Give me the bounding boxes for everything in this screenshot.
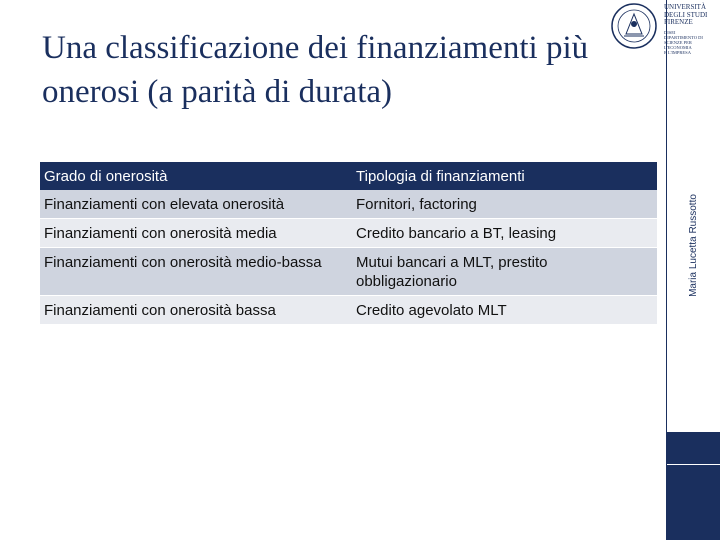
table-row [40, 248, 657, 296]
table-row [40, 190, 657, 219]
logo-department: DISEI DIPARTIMENTO DI SCIENZE PER L'ECONOMIA E L'IMPRESA [664, 30, 703, 55]
cell-financing: Mutui bancari a MLT, prestito obbligazionario [356, 254, 548, 290]
cell-onerosity: Finanziamenti con onerosità bassa [44, 302, 276, 319]
header-onerosity-level: Grado di onerosità [44, 168, 168, 185]
table-header-row [40, 162, 657, 190]
sidebar-band-bottom [666, 465, 720, 540]
financing-table [40, 162, 657, 325]
right-sidebar [666, 0, 720, 540]
cell-financing: Credito bancario a BT, leasing [356, 225, 557, 242]
cell-onerosity: Finanziamenti con onerosità media [44, 225, 277, 242]
title-line-1: Una classificazione dei finanziamenti più [42, 30, 589, 66]
table-row [40, 219, 657, 248]
header-financing-type: Tipologia di finanziamenti [356, 168, 525, 185]
author-label: Maria Lucetta Russotto [687, 193, 699, 297]
cell-financing: Fornitori, factoring [356, 196, 477, 213]
cell-financing: Credito agevolato MLT [356, 302, 507, 319]
table-row [40, 296, 657, 325]
logo-university-name: UNIVERSITÀ DEGLI STUDI FIRENZE [664, 3, 708, 26]
cell-onerosity: Finanziamenti con onerosità medio-bassa [44, 254, 322, 271]
author-label-container [666, 60, 720, 430]
cell-onerosity: Finanziamenti con elevata onerosità [44, 196, 285, 213]
university-seal-icon [610, 2, 658, 50]
slide-title [42, 26, 642, 114]
sidebar-band-top [666, 432, 720, 464]
title-line-2: onerosi (a parità di durata) [42, 74, 393, 110]
